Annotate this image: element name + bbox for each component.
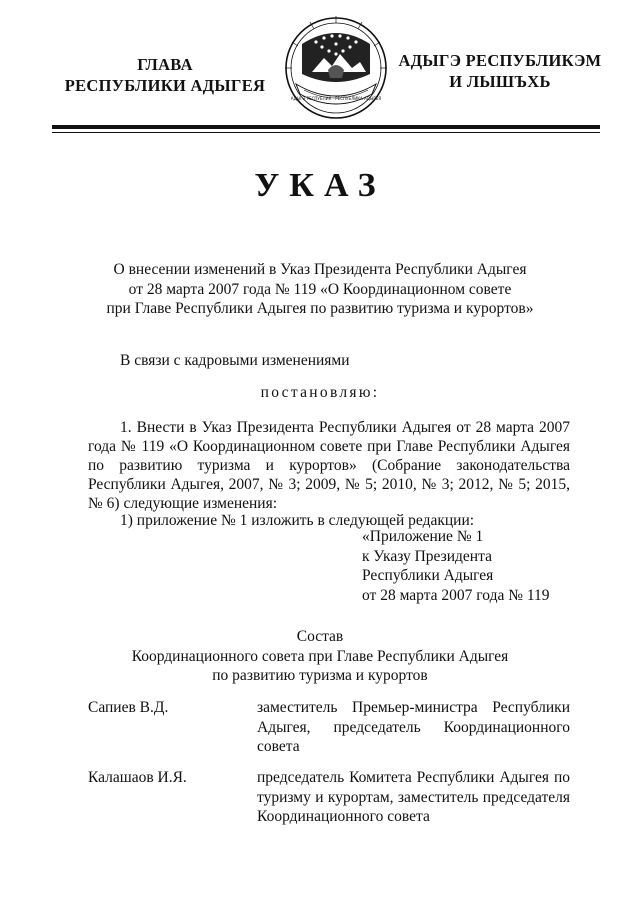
issuer-title-russian bbox=[40, 54, 290, 96]
member-role bbox=[257, 698, 570, 757]
issuer-title-line-1: ГЛАВА bbox=[137, 55, 193, 74]
appendix-line: к Указу Президента bbox=[362, 547, 492, 565]
issuer-title-line-2: РЕСПУБЛИКИ АДЫГЕЯ bbox=[64, 76, 266, 95]
member-name: Калашаов И.Я. bbox=[88, 769, 187, 786]
preamble: В связи с кадровыми изменениями bbox=[120, 352, 350, 369]
paragraph-line-last: № 6) следующие изменения: bbox=[88, 495, 278, 512]
document-type-heading: УКАЗ bbox=[254, 167, 386, 204]
member-role bbox=[257, 768, 570, 827]
header-divider-thin bbox=[52, 132, 600, 133]
member-role-line: совета bbox=[257, 738, 300, 755]
paragraph-line: по развитию туризма и курортов» (Собрание законодательства bbox=[88, 457, 570, 474]
issuer-title-adyghe-line-1: АДЫГЭ РЕСПУБЛИКЭМ bbox=[398, 51, 602, 70]
appendix-reference bbox=[362, 527, 550, 605]
coat-of-arms-icon bbox=[282, 14, 390, 122]
composition-line: Состав bbox=[296, 628, 344, 645]
decree-title-line: при Главе Республики Адыгея по развитию туризма и курортов» bbox=[106, 300, 534, 317]
issuer-title-adyghe bbox=[392, 50, 608, 92]
decree-title-line: О внесении изменений в Указ Президента Республики Адыгея bbox=[113, 261, 527, 278]
composition-heading bbox=[0, 627, 640, 686]
paragraph-1 bbox=[88, 418, 570, 494]
paragraph-line: Республики Адыгея, 2007, № 3; 2009, № 5; 2010, № 3; 2012, № 5; 2015, bbox=[88, 476, 570, 493]
member-name: Сапиев В.Д. bbox=[88, 699, 169, 716]
emblem-ribbon-text: АДЫГЭ РЕСПУБЛИК · РЕСПУБЛИКА АДЫГЕЯ bbox=[290, 96, 382, 101]
appendix-line: Республики Адыгея bbox=[362, 567, 494, 584]
subitem-1: 1) приложение № 1 изложить в следующей редакции: bbox=[120, 512, 475, 529]
member-role-line: туризму и курортам, заместитель председателя bbox=[257, 788, 570, 806]
member-role-line: Координационного совета bbox=[257, 808, 430, 825]
composition-line: по развитию туризма и курортов bbox=[212, 667, 428, 684]
member-role-line: Адыгея, председатель Координационного bbox=[257, 718, 570, 736]
decree-title bbox=[88, 260, 552, 319]
appendix-line: от 28 марта 2007 года № 119 bbox=[362, 586, 550, 604]
member-role-line: председатель Комитета Республики Адыгея по bbox=[257, 769, 570, 786]
appendix-line: «Приложение № 1 bbox=[362, 528, 484, 545]
paragraph-line: 1. Внести в Указ Президента Республики Адыгея от 28 марта 2007 bbox=[120, 419, 570, 436]
paragraph-line: года № 119 «О Координационном совете при Главе Республики Адыгея bbox=[88, 438, 570, 455]
issuer-title-adyghe-line-2: И ЛЫШЪХЬ bbox=[449, 72, 551, 91]
decree-word: постановляю: bbox=[260, 384, 380, 401]
header-divider-thick bbox=[52, 125, 600, 129]
decree-title-line: от 28 марта 2007 года № 119 «О Координационном совете bbox=[128, 280, 512, 298]
member-role-line: заместитель Премьер-министра Республики bbox=[257, 699, 570, 716]
composition-line: Координационного совета при Главе Республики Адыгея bbox=[131, 647, 509, 665]
